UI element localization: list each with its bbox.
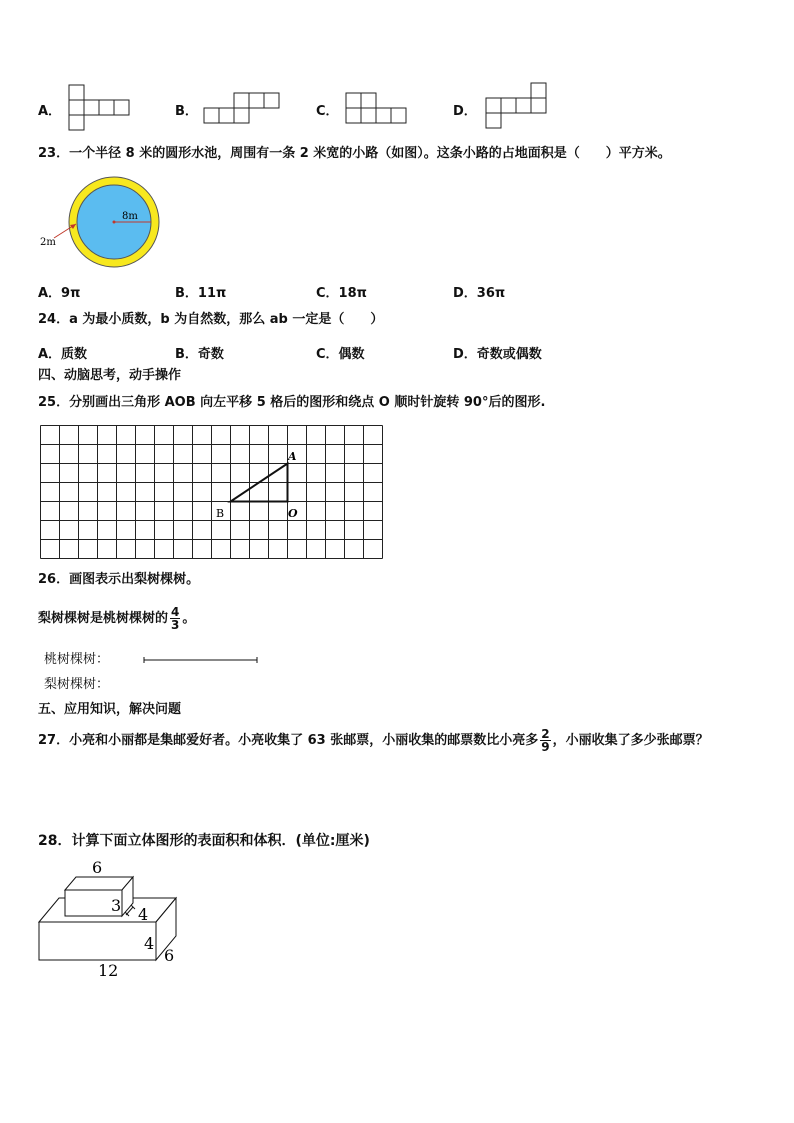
q26-fraction-num: 4 — [171, 605, 180, 619]
q25-label-o: O — [288, 507, 298, 520]
q27-question — [38, 726, 709, 756]
q23-option-a: A．9π — [38, 286, 81, 301]
q28-label-bot-h: 4 — [144, 934, 155, 953]
q26-peach-segment — [143, 655, 259, 665]
q28-label-top-len: 6 — [92, 858, 103, 877]
q26-statement-suffix: 。 — [182, 611, 196, 626]
q24-option-d: D．奇数或偶数 — [453, 347, 542, 362]
q25-question: 25．分别画出三角形 AOB 向左平移 5 格后的图形和绕点 O 顺时针旋转 90°后的图形. — [38, 395, 546, 410]
q27-suffix: ，小丽收集了多少张邮票？ — [552, 733, 709, 748]
q22-option-a-net — [68, 84, 132, 132]
q22-option-b-label: B． — [175, 104, 198, 119]
q28-label-bot-w: 6 — [164, 946, 175, 965]
q22-option-b-net — [203, 92, 283, 126]
q28-question: 28．计算下面立体图形的表面积和体积．(单位:厘米) — [38, 833, 370, 849]
q26-statement — [38, 604, 195, 634]
q22-option-c-net — [345, 92, 411, 126]
q23-width-label: 2m — [40, 237, 56, 248]
q22-option-d-net — [485, 82, 555, 132]
q23-pond-figure — [38, 174, 168, 274]
q28-label-bot-len: 12 — [98, 961, 119, 980]
q23-option-d: D．36π — [453, 286, 506, 301]
q26-fraction — [170, 606, 180, 631]
q24-option-b: B．奇数 — [175, 347, 224, 362]
q26-pear-label: 梨树棵树： — [44, 677, 110, 692]
q28-label-top-w: 4 — [138, 905, 149, 924]
q26-statement-prefix: 梨树棵树是桃树棵树的 — [38, 611, 169, 626]
section5-title: 五、应用知识，解决问题 — [38, 702, 182, 717]
q24-question: 24．a 为最小质数，b 为自然数，那么 ab 一定是（ ） — [38, 312, 384, 327]
q26-fraction-den: 3 — [171, 618, 180, 632]
q23-radius-label: 8m — [122, 211, 138, 222]
q25-label-a: A — [288, 450, 297, 463]
q28-solid-figure — [36, 855, 196, 980]
q23-question: 23．一个半径 8 米的圆形水池，周围有一条 2 米宽的小路（如图）。这条小路的占地面积是（ ）平方米。 — [38, 146, 671, 161]
q27-fraction — [540, 728, 550, 753]
q23-option-b: B．11π — [175, 286, 227, 301]
q26-question: 26．画图表示出梨树棵树。 — [38, 572, 200, 587]
q26-peach-label: 桃树棵树： — [44, 652, 110, 667]
q25-label-b: B — [216, 507, 225, 520]
q25-grid-figure — [40, 425, 382, 559]
q22-option-c-label: C． — [316, 104, 339, 119]
q23-option-c: C．18π — [316, 286, 367, 301]
q22-option-a-label: A． — [38, 104, 62, 119]
section4-title: 四、动脑思考，动手操作 — [38, 368, 182, 383]
q27-fraction-den: 9 — [541, 740, 550, 754]
q27-fraction-num: 2 — [541, 727, 550, 741]
q27-prefix: 27．小亮和小丽都是集邮爱好者。小亮收集了 63 张邮票，小丽收集的邮票数比小亮多 — [38, 733, 539, 748]
q24-option-a: A．质数 — [38, 347, 88, 362]
q24-option-c: C．偶数 — [316, 347, 365, 362]
q28-label-top-h: 3 — [111, 896, 122, 915]
q22-option-d-label: D． — [453, 104, 477, 119]
